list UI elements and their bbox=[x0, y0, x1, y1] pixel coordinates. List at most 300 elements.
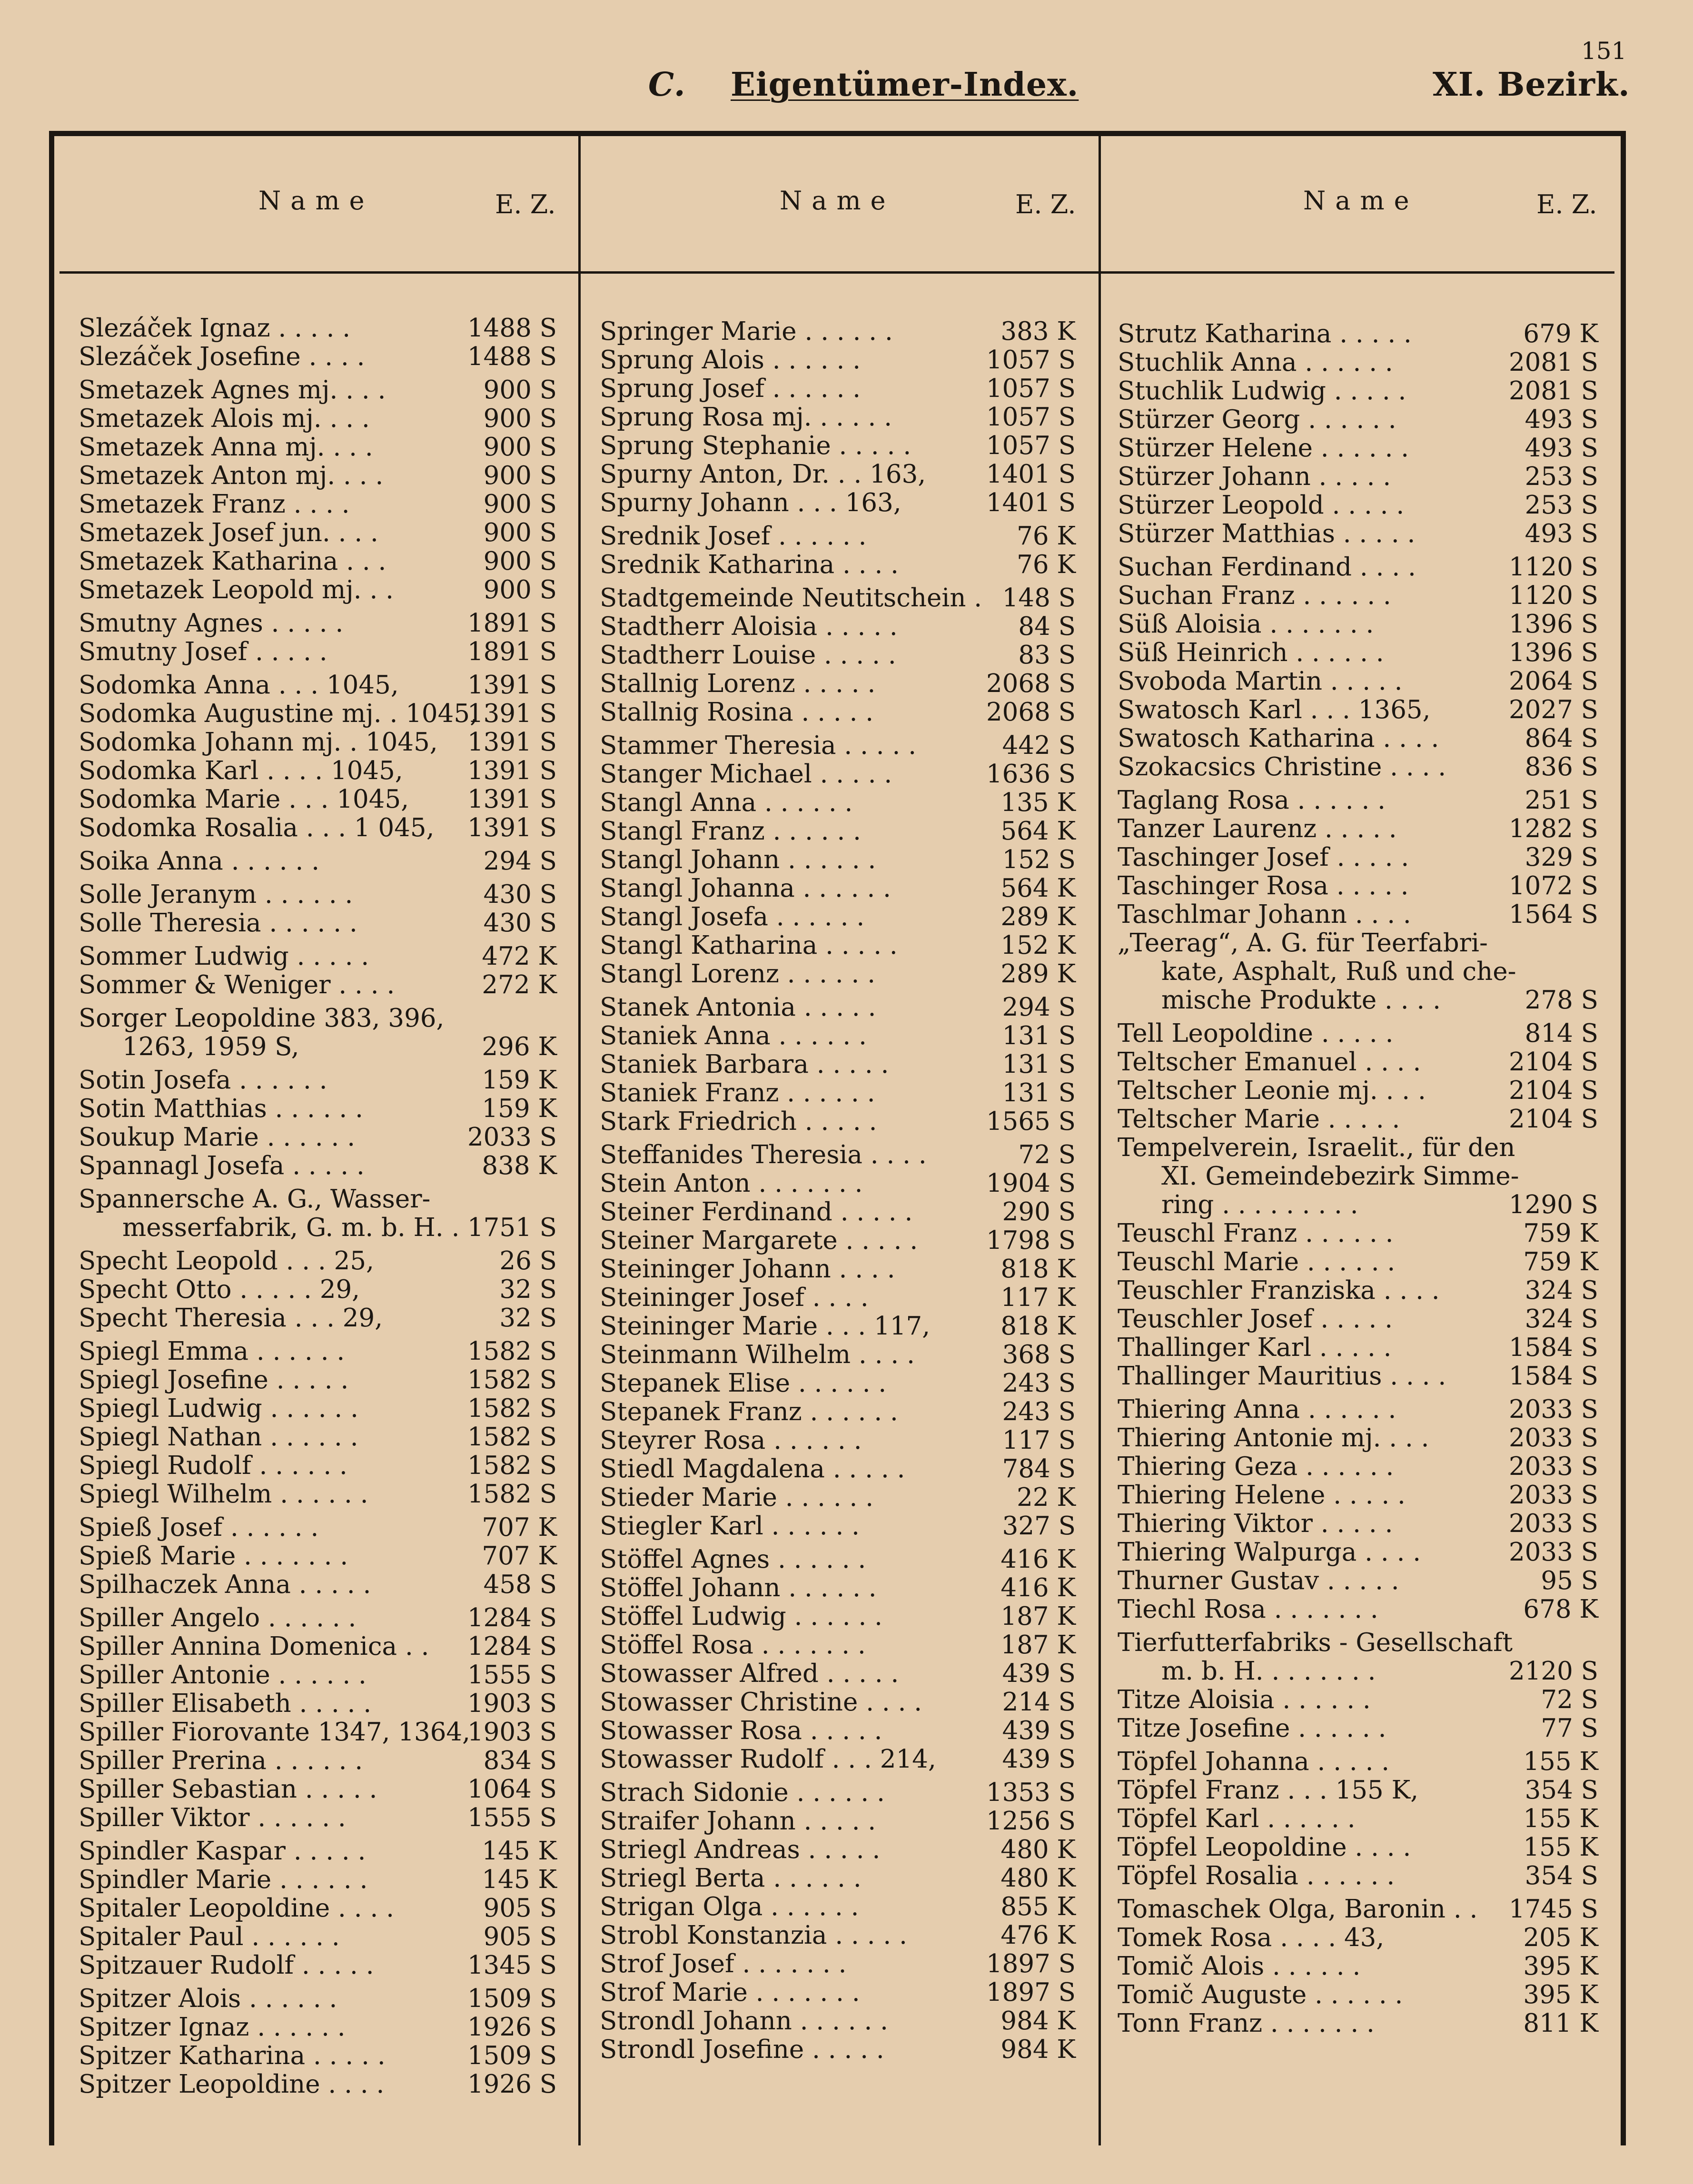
ez-number: 2104 S bbox=[1508, 1105, 1598, 1134]
ez-number: 811 K bbox=[1523, 2009, 1598, 2038]
ez-number: 243 S bbox=[1002, 1369, 1076, 1398]
table-row bbox=[79, 880, 557, 909]
ez-number: 1391 S bbox=[467, 785, 557, 814]
owner-name: Spiegl Ludwig . . . . . . bbox=[79, 1394, 358, 1423]
table-row bbox=[79, 671, 557, 700]
ez-number: 294 S bbox=[1002, 993, 1076, 1022]
table-row bbox=[1118, 1219, 1598, 1248]
owner-name: Teltscher Emanuel . . . . bbox=[1118, 1048, 1421, 1077]
table-row bbox=[600, 1602, 1076, 1631]
ez-number: 1401 S bbox=[986, 488, 1076, 517]
ez-number: 135 K bbox=[1000, 788, 1076, 817]
ez-number: 1584 S bbox=[1508, 1362, 1598, 1391]
ez-number: 1282 S bbox=[1508, 814, 1598, 843]
owner-name: Stieder Marie . . . . . . bbox=[600, 1483, 874, 1512]
table-row bbox=[600, 698, 1076, 727]
table-row bbox=[600, 1398, 1076, 1426]
table-row bbox=[1118, 696, 1598, 724]
ez-number: 1391 S bbox=[467, 671, 557, 700]
owner-name: Smetazek Leopold mj. . . bbox=[79, 575, 394, 604]
owner-name: Soika Anna . . . . . . bbox=[79, 847, 320, 876]
table-row bbox=[1118, 929, 1598, 958]
owner-name: Staniek Franz . . . . . . bbox=[600, 1078, 875, 1107]
ez-number: 2033 S bbox=[1508, 1423, 1598, 1453]
owner-name: Stallnig Lorenz . . . . . bbox=[600, 669, 876, 698]
owner-name: Spannagl Josefa . . . . . bbox=[79, 1151, 365, 1180]
table-row bbox=[79, 1690, 557, 1718]
ez-number: 900 S bbox=[483, 461, 557, 490]
owner-name: Spiller Sebastian . . . . . bbox=[79, 1775, 377, 1804]
table-row bbox=[79, 547, 557, 576]
owner-name: Swatosch Karl . . . 1365, bbox=[1118, 695, 1431, 724]
owner-name: Spitzer Leopoldine . . . . bbox=[79, 2070, 385, 2099]
table-row bbox=[79, 1985, 557, 2013]
ez-number: 2104 S bbox=[1508, 1076, 1598, 1105]
table-row bbox=[79, 462, 557, 490]
ez-number: 2068 S bbox=[986, 669, 1076, 698]
table-row bbox=[79, 1894, 557, 1923]
table-row bbox=[600, 1921, 1076, 1950]
owner-name: Stowasser Alfred . . . . . bbox=[600, 1659, 899, 1688]
ez-number: 1509 S bbox=[467, 2041, 557, 2070]
owner-name: Smetazek Anna mj. . . . bbox=[79, 433, 373, 462]
owner-name: Stiegler Karl . . . . . . bbox=[600, 1512, 860, 1541]
ez-number: 1284 S bbox=[467, 1603, 557, 1632]
table-row bbox=[1118, 1952, 1598, 1981]
owner-name: Spiegl Nathan . . . . . . bbox=[79, 1423, 358, 1452]
ez-number: 395 K bbox=[1523, 1980, 1598, 2009]
table-row bbox=[79, 1275, 557, 1304]
table-row bbox=[79, 785, 557, 814]
table-row bbox=[1118, 1748, 1598, 1776]
table-row bbox=[79, 1004, 557, 1033]
owner-name: Stowasser Christine . . . . bbox=[600, 1688, 922, 1717]
owner-name: kate, Asphalt, Ruß und che- bbox=[1161, 957, 1516, 986]
owner-name: Tierfutterfabriks - Gesellschaft bbox=[1118, 1628, 1513, 1657]
owner-name: Stadtgemeinde Neutitschein . bbox=[600, 583, 982, 613]
table-row bbox=[1118, 667, 1598, 696]
ez-number: 1897 S bbox=[986, 1949, 1076, 1978]
ez-number: 439 S bbox=[1002, 1659, 1076, 1688]
owner-name: Striegl Berta . . . . . . bbox=[600, 1864, 861, 1893]
owner-name: Sommer Ludwig . . . . . bbox=[79, 942, 369, 971]
owner-name: Spitaler Leopoldine . . . . bbox=[79, 1894, 394, 1923]
owner-name: Smetazek Josef jun. . . . bbox=[79, 518, 378, 547]
table-row bbox=[1118, 320, 1598, 348]
ez-number: 430 S bbox=[483, 880, 557, 909]
column-divider bbox=[578, 136, 581, 2145]
table-row bbox=[1118, 986, 1598, 1015]
column-header-ez: E. Z. bbox=[1536, 189, 1597, 219]
table-row bbox=[79, 2013, 557, 2042]
owner-name: Taschinger Rosa . . . . . bbox=[1118, 871, 1409, 900]
owner-name: Teuschl Franz . . . . . . bbox=[1118, 1219, 1394, 1248]
owner-name: Töpfel Rosalia . . . . . . bbox=[1118, 1861, 1395, 1890]
owner-name: Spiegl Josefine . . . . . bbox=[79, 1365, 349, 1394]
owner-name: Steyrer Rosa . . . . . . bbox=[600, 1426, 862, 1455]
ez-number: 72 S bbox=[1018, 1140, 1076, 1169]
table-row bbox=[79, 343, 557, 371]
owner-name: m. b. H. . . . . . . . bbox=[1161, 1657, 1376, 1686]
owner-name: Tomaschek Olga, Baronin . . bbox=[1118, 1895, 1478, 1924]
table-row bbox=[600, 460, 1076, 489]
owner-name: Spiller Annina Domenica . . bbox=[79, 1632, 429, 1661]
table-row bbox=[79, 1452, 557, 1480]
owner-name: Teuschl Marie . . . . . . bbox=[1118, 1247, 1396, 1276]
ez-number: 2081 S bbox=[1508, 348, 1598, 377]
ez-number: 159 K bbox=[482, 1066, 557, 1095]
table-row bbox=[1118, 1276, 1598, 1305]
owner-name: Slezáček Josefine . . . . bbox=[79, 342, 365, 371]
ez-number: 1555 S bbox=[467, 1803, 557, 1832]
owner-name: Teltscher Leonie mj. . . . bbox=[1118, 1076, 1426, 1105]
owner-name: Sotin Matthias . . . . . . bbox=[79, 1094, 363, 1123]
ez-number: 32 S bbox=[499, 1275, 557, 1304]
table-row bbox=[79, 1033, 557, 1061]
owner-name: Spiller Fiorovante 1347, 1364, bbox=[79, 1718, 471, 1747]
ez-number: 2104 S bbox=[1508, 1048, 1598, 1077]
table-row bbox=[1118, 434, 1598, 463]
owner-name: Specht Otto . . . . . 29, bbox=[79, 1275, 360, 1304]
table-row bbox=[600, 613, 1076, 641]
table-row bbox=[79, 1247, 557, 1275]
ez-number: 759 K bbox=[1523, 1219, 1598, 1248]
ez-number: 76 K bbox=[1017, 522, 1076, 551]
table-row bbox=[600, 1512, 1076, 1541]
ez-number: 1565 S bbox=[986, 1107, 1076, 1136]
ez-number: 214 S bbox=[1002, 1688, 1076, 1717]
table-row bbox=[79, 314, 557, 343]
owner-name: Spieß Josef . . . . . . bbox=[79, 1513, 319, 1542]
ez-number: 1582 S bbox=[467, 1423, 557, 1452]
owner-name: Titze Aloisia . . . . . . bbox=[1118, 1685, 1371, 1714]
header-rule bbox=[59, 271, 1614, 274]
owner-name: Specht Theresia . . . 29, bbox=[79, 1304, 383, 1333]
table-row bbox=[600, 1198, 1076, 1226]
owner-name: Tomič Alois . . . . . . bbox=[1118, 1952, 1361, 1981]
table-row bbox=[1118, 753, 1598, 781]
owner-name: Stangl Franz . . . . . . bbox=[600, 817, 861, 846]
table-row bbox=[1118, 724, 1598, 753]
ez-number: 187 K bbox=[1000, 1631, 1076, 1660]
ez-number: 1582 S bbox=[467, 1394, 557, 1423]
owner-name: Stangl Lorenz . . . . . . bbox=[600, 959, 876, 988]
ez-number: 493 S bbox=[1525, 434, 1598, 463]
table-row bbox=[79, 1185, 557, 1214]
table-row bbox=[79, 1366, 557, 1394]
owner-name: Thiering Antonie mj. . . . bbox=[1118, 1423, 1429, 1453]
owner-name: Spilhaczek Anna . . . . . bbox=[79, 1570, 371, 1599]
index-column-2 bbox=[600, 317, 1076, 2064]
owner-name: Smetazek Katharina . . . bbox=[79, 547, 386, 576]
table-row bbox=[1118, 1776, 1598, 1805]
owner-name: Strach Sidonie . . . . . . bbox=[600, 1778, 885, 1807]
owner-name: Stöffel Johann . . . . . . bbox=[600, 1573, 877, 1602]
ez-number: 251 S bbox=[1525, 786, 1598, 815]
ez-number: 395 K bbox=[1523, 1952, 1598, 1981]
table-row bbox=[79, 2042, 557, 2070]
table-row bbox=[79, 909, 557, 938]
table-row bbox=[600, 931, 1076, 960]
table-row bbox=[600, 641, 1076, 670]
table-row bbox=[1118, 553, 1598, 582]
table-row bbox=[600, 522, 1076, 551]
table-row bbox=[600, 1807, 1076, 1836]
owner-name: Tiechl Rosa . . . . . . . bbox=[1118, 1595, 1378, 1624]
ez-number: 1926 S bbox=[467, 2013, 557, 2042]
table-row bbox=[79, 1480, 557, 1509]
owner-name: Stadtherr Aloisia . . . . . bbox=[600, 612, 898, 641]
table-row bbox=[1118, 1395, 1598, 1424]
table-row bbox=[1118, 1191, 1598, 1219]
table-row bbox=[600, 1893, 1076, 1921]
table-row bbox=[79, 433, 557, 462]
ez-number: 155 K bbox=[1523, 1804, 1598, 1833]
owner-name: Taglang Rosa . . . . . . bbox=[1118, 786, 1386, 815]
owner-name: Stein Anton . . . . . . . bbox=[600, 1169, 863, 1198]
owner-name: Spiller Angelo . . . . . . bbox=[79, 1603, 356, 1632]
owner-name: Sprung Alois . . . . . . bbox=[600, 346, 861, 375]
table-row bbox=[1118, 582, 1598, 610]
ez-number: 354 S bbox=[1525, 1776, 1598, 1805]
ez-number: 900 S bbox=[483, 490, 557, 519]
ez-number: 26 S bbox=[499, 1246, 557, 1275]
table-row bbox=[79, 576, 557, 604]
owner-name: Specht Leopold . . . 25, bbox=[79, 1246, 374, 1275]
ez-number: 327 S bbox=[1002, 1512, 1076, 1541]
table-row bbox=[79, 757, 557, 785]
owner-name: Spiller Viktor . . . . . . bbox=[79, 1803, 346, 1832]
table-row bbox=[1118, 610, 1598, 639]
table-row bbox=[1118, 1714, 1598, 1743]
owner-name: Töpfel Leopoldine . . . . bbox=[1118, 1833, 1411, 1862]
owner-name: Steininger Marie . . . 117, bbox=[600, 1312, 931, 1341]
ez-number: 834 S bbox=[483, 1746, 557, 1775]
owner-name: Strondl Johann . . . . . . bbox=[600, 2006, 889, 2036]
owner-name: Stiedl Magdalena . . . . . bbox=[600, 1454, 905, 1483]
owner-name: Thiering Geza . . . . . . bbox=[1118, 1452, 1394, 1481]
table-row bbox=[1118, 1510, 1598, 1538]
owner-name: Stangl Johanna . . . . . . bbox=[600, 874, 891, 903]
table-row bbox=[79, 1951, 557, 1980]
ez-number: 324 S bbox=[1525, 1304, 1598, 1334]
ez-number: 1396 S bbox=[1508, 638, 1598, 667]
table-row bbox=[600, 432, 1076, 460]
owner-name: Sprung Stephanie . . . . . bbox=[600, 431, 911, 460]
ez-number: 1584 S bbox=[1508, 1333, 1598, 1362]
table-row bbox=[79, 1571, 557, 1599]
owner-name: Spieß Marie . . . . . . . bbox=[79, 1542, 348, 1571]
owner-name: Sorger Leopoldine 383, 396, bbox=[79, 1004, 445, 1033]
owner-name: Sodomka Johann mj. . 1045, bbox=[79, 728, 438, 757]
owner-name: Thiering Walpurga . . . . bbox=[1118, 1538, 1421, 1567]
ez-number: 2027 S bbox=[1508, 695, 1598, 724]
table-row bbox=[79, 1604, 557, 1632]
table-row bbox=[79, 609, 557, 638]
ez-number: 205 K bbox=[1523, 1923, 1598, 1952]
ez-number: 324 S bbox=[1525, 1276, 1598, 1305]
table-row bbox=[600, 903, 1076, 931]
table-row bbox=[79, 847, 557, 876]
table-row bbox=[1118, 1686, 1598, 1714]
ez-number: 1891 S bbox=[467, 637, 557, 666]
table-row bbox=[600, 1779, 1076, 1807]
ez-number: 354 S bbox=[1525, 1861, 1598, 1890]
owner-name: Stuchlik Ludwig . . . . . bbox=[1118, 376, 1406, 405]
table-row bbox=[1118, 463, 1598, 491]
ez-number: 145 K bbox=[482, 1837, 557, 1866]
owner-name: Stürzer Leopold . . . . . bbox=[1118, 491, 1405, 520]
ez-number: 900 S bbox=[483, 547, 557, 576]
table-row bbox=[600, 1107, 1076, 1136]
table-row bbox=[600, 317, 1076, 346]
table-row bbox=[79, 1632, 557, 1661]
owner-name: Sodomka Marie . . . 1045, bbox=[79, 785, 409, 814]
ez-number: 472 K bbox=[482, 942, 557, 971]
ez-number: 152 S bbox=[1002, 845, 1076, 874]
table-row bbox=[79, 942, 557, 971]
table-row bbox=[79, 1095, 557, 1123]
owner-name: Spiegl Emma . . . . . . bbox=[79, 1337, 345, 1366]
owner-name: Spindler Kaspar . . . . . bbox=[79, 1837, 366, 1866]
ez-number: 1256 S bbox=[986, 1807, 1076, 1836]
owner-name: Tell Leopoldine . . . . . bbox=[1118, 1019, 1394, 1048]
table-row bbox=[1118, 1453, 1598, 1481]
ez-number: 2033 S bbox=[1508, 1481, 1598, 1510]
table-row bbox=[79, 1394, 557, 1423]
table-row bbox=[600, 1950, 1076, 1978]
table-row bbox=[1118, 1862, 1598, 1890]
ez-number: 1904 S bbox=[986, 1169, 1076, 1198]
owner-name: Srednik Josef . . . . . . bbox=[600, 522, 867, 551]
owner-name: Spindler Marie . . . . . . bbox=[79, 1865, 368, 1894]
table-row bbox=[79, 1837, 557, 1866]
ez-number: 145 K bbox=[482, 1865, 557, 1894]
ez-number: 1903 S bbox=[467, 1718, 557, 1747]
ez-number: 1057 S bbox=[986, 431, 1076, 460]
ez-number: 416 K bbox=[1000, 1545, 1076, 1574]
owner-name: Slezáček Ignaz . . . . . bbox=[79, 314, 351, 343]
table-row bbox=[1118, 1334, 1598, 1362]
owner-name: Staniek Barbara . . . . . bbox=[600, 1050, 889, 1079]
owner-name: Stepanek Elise . . . . . . bbox=[600, 1369, 887, 1398]
ez-number: 296 K bbox=[482, 1032, 557, 1061]
ez-number: 1555 S bbox=[467, 1660, 557, 1690]
ez-number: 72 S bbox=[1541, 1685, 1598, 1714]
table-row bbox=[1118, 2009, 1598, 2038]
ez-number: 430 S bbox=[483, 909, 557, 938]
owner-name: XI. Gemeindebezirk Simme- bbox=[1161, 1162, 1519, 1191]
table-row bbox=[600, 1717, 1076, 1745]
ez-number: 32 S bbox=[499, 1304, 557, 1333]
ez-number: 278 S bbox=[1525, 986, 1598, 1015]
ez-number: 905 S bbox=[483, 1922, 557, 1951]
ez-number: 289 K bbox=[1000, 902, 1076, 931]
table-row bbox=[79, 971, 557, 999]
column-header-ez: E. Z. bbox=[495, 189, 556, 219]
owner-name: Stöffel Ludwig . . . . . . bbox=[600, 1602, 882, 1631]
table-row bbox=[600, 1284, 1076, 1312]
table-row bbox=[1118, 1362, 1598, 1391]
ez-number: 818 K bbox=[1000, 1312, 1076, 1341]
ez-number: 900 S bbox=[483, 518, 557, 547]
table-row bbox=[79, 1718, 557, 1747]
owner-name: Smutny Josef . . . . . bbox=[79, 637, 327, 666]
owner-name: Stangl Katharina . . . . . bbox=[600, 931, 898, 960]
owner-name: Stöffel Agnes . . . . . . bbox=[600, 1545, 866, 1574]
owner-name: Spitzer Alois . . . . . . bbox=[79, 1984, 337, 2013]
ez-number: 564 K bbox=[1000, 817, 1076, 846]
ez-number: 1057 S bbox=[986, 374, 1076, 403]
table-row bbox=[1118, 900, 1598, 929]
table-row bbox=[79, 405, 557, 433]
table-row bbox=[600, 670, 1076, 698]
ez-number: 1345 S bbox=[467, 1951, 557, 1980]
owner-name: Stürzer Georg . . . . . . bbox=[1118, 405, 1396, 434]
table-row bbox=[600, 1169, 1076, 1198]
table-row bbox=[1118, 786, 1598, 815]
owner-name: messerfabrik, G. m. b. H. . bbox=[122, 1213, 460, 1242]
table-row bbox=[1118, 520, 1598, 548]
owner-name: 1263, 1959 S, bbox=[122, 1032, 299, 1061]
owner-name: Steininger Josef . . . . bbox=[600, 1283, 869, 1312]
table-row bbox=[79, 1661, 557, 1690]
table-row bbox=[600, 1688, 1076, 1717]
table-row bbox=[79, 1866, 557, 1894]
ez-number: 148 S bbox=[1002, 583, 1076, 613]
owner-name: Spitaler Paul . . . . . . bbox=[79, 1922, 340, 1951]
owner-name: Steffanides Theresia . . . . bbox=[600, 1140, 927, 1169]
owner-name: Thallinger Karl . . . . . bbox=[1118, 1333, 1392, 1362]
ez-number: 1745 S bbox=[1508, 1895, 1598, 1924]
owner-name: Strutz Katharina . . . . . bbox=[1118, 319, 1412, 348]
ez-number: 1391 S bbox=[467, 728, 557, 757]
owner-name: Taschinger Josef . . . . . bbox=[1118, 843, 1409, 872]
owner-name: Solle Theresia . . . . . . bbox=[79, 909, 357, 938]
column-header-name: Name bbox=[258, 186, 374, 216]
owner-name: Taschlmar Johann . . . . bbox=[1118, 900, 1411, 929]
ez-number: 984 K bbox=[1000, 2035, 1076, 2064]
owner-name: Stangl Johann . . . . . . bbox=[600, 845, 876, 874]
owner-name: Smutny Agnes . . . . . bbox=[79, 609, 344, 638]
owner-name: Tempelverein, Israelit., für den bbox=[1118, 1133, 1515, 1162]
table-row bbox=[600, 1836, 1076, 1864]
table-row bbox=[79, 2070, 557, 2099]
owner-name: Spiegl Wilhelm . . . . . . bbox=[79, 1480, 368, 1509]
owner-name: Smetazek Franz . . . . bbox=[79, 490, 350, 519]
ez-number: 117 S bbox=[1002, 1426, 1076, 1455]
ez-number: 1396 S bbox=[1508, 610, 1598, 639]
owner-name: Stürzer Johann . . . . . bbox=[1118, 462, 1391, 491]
ez-number: 1391 S bbox=[467, 813, 557, 842]
owner-name: Stangl Josefa . . . . . . bbox=[600, 902, 865, 931]
owner-name: Stürzer Helene . . . . . . bbox=[1118, 434, 1409, 463]
table-row bbox=[600, 1341, 1076, 1369]
table-row bbox=[600, 551, 1076, 579]
table-row bbox=[1118, 1538, 1598, 1567]
ez-number: 439 S bbox=[1002, 1716, 1076, 1745]
owner-name: Sodomka Rosalia . . . 1 045, bbox=[79, 813, 435, 842]
owner-name: Suchan Franz . . . . . . bbox=[1118, 581, 1391, 610]
ez-number: 2081 S bbox=[1508, 376, 1598, 405]
table-row bbox=[1118, 872, 1598, 900]
owner-name: Strondl Josefine . . . . . bbox=[600, 2035, 884, 2064]
ez-number: 1897 S bbox=[986, 1978, 1076, 2007]
ez-number: 1564 S bbox=[1508, 900, 1598, 929]
ez-number: 131 S bbox=[1002, 1021, 1076, 1050]
ez-number: 77 S bbox=[1541, 1714, 1598, 1743]
ez-number: 900 S bbox=[483, 404, 557, 433]
